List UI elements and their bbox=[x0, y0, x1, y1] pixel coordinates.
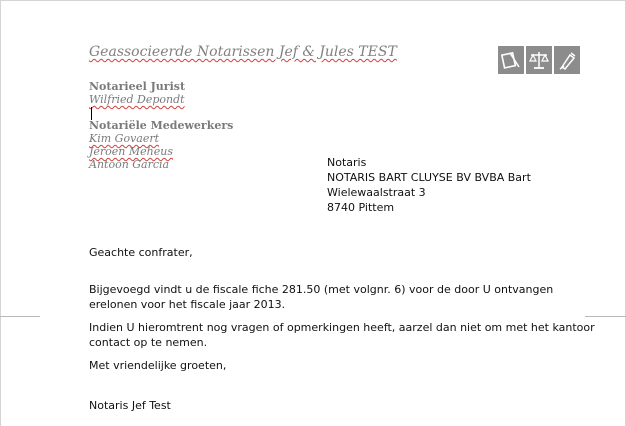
scales-of-justice-icon bbox=[526, 46, 552, 74]
employee-name: Kim Govaert bbox=[89, 132, 160, 145]
recipient-line: NOTARIS BART CLUYSE BV BVBA Bart bbox=[327, 171, 531, 184]
employees-block bbox=[89, 119, 233, 171]
jurist-block bbox=[89, 80, 185, 106]
closing: Met vriendelijke groeten, bbox=[89, 359, 227, 372]
paragraph-line: Indien U hieromtrent nog vragen of opmerkingen heeft, aarzel dan niet om met het kantoor bbox=[89, 321, 595, 334]
paragraph-line: erelonen voor het fiscale jaar 2013. bbox=[89, 298, 286, 311]
recipient-line: 8740 Pittem bbox=[327, 201, 395, 214]
employee-name: Jeroen Meheus bbox=[89, 145, 173, 158]
paragraph-line: Bijgevoegd vindt u de fiscale fiche 281.50 (met volgnr. 6) voor de door U ontvangen bbox=[89, 283, 554, 296]
margin-guide-right bbox=[585, 316, 626, 317]
recipient-line: Notaris bbox=[327, 156, 367, 169]
paragraph-line: contact op te nemen. bbox=[89, 336, 208, 349]
document-pen-icon bbox=[498, 46, 524, 74]
employees-heading: Notariële Medewerkers bbox=[89, 119, 234, 132]
firm-logo bbox=[498, 46, 580, 74]
salutation: Geachte confrater, bbox=[89, 246, 193, 259]
recipient-address bbox=[327, 155, 531, 215]
jurist-name: Wilfried Depondt bbox=[89, 93, 185, 106]
recipient-line: Wielewaalstraat 3 bbox=[327, 186, 426, 199]
fountain-pen-icon bbox=[554, 46, 580, 74]
signature: Notaris Jef Test bbox=[89, 399, 171, 412]
firm-name-text: Geassocieerde Notarissen Jef & Jules TEST bbox=[89, 44, 397, 60]
page-border-left bbox=[0, 0, 1, 426]
firm-name-header bbox=[89, 44, 397, 60]
paragraph-contact bbox=[89, 320, 595, 350]
page-border-top bbox=[0, 0, 626, 1]
margin-guide-left bbox=[0, 316, 40, 317]
employee-name: Antoon Garcia bbox=[89, 158, 170, 171]
jurist-heading: Notarieel Jurist bbox=[89, 80, 186, 93]
paragraph-fiscal-fiche bbox=[89, 282, 553, 312]
